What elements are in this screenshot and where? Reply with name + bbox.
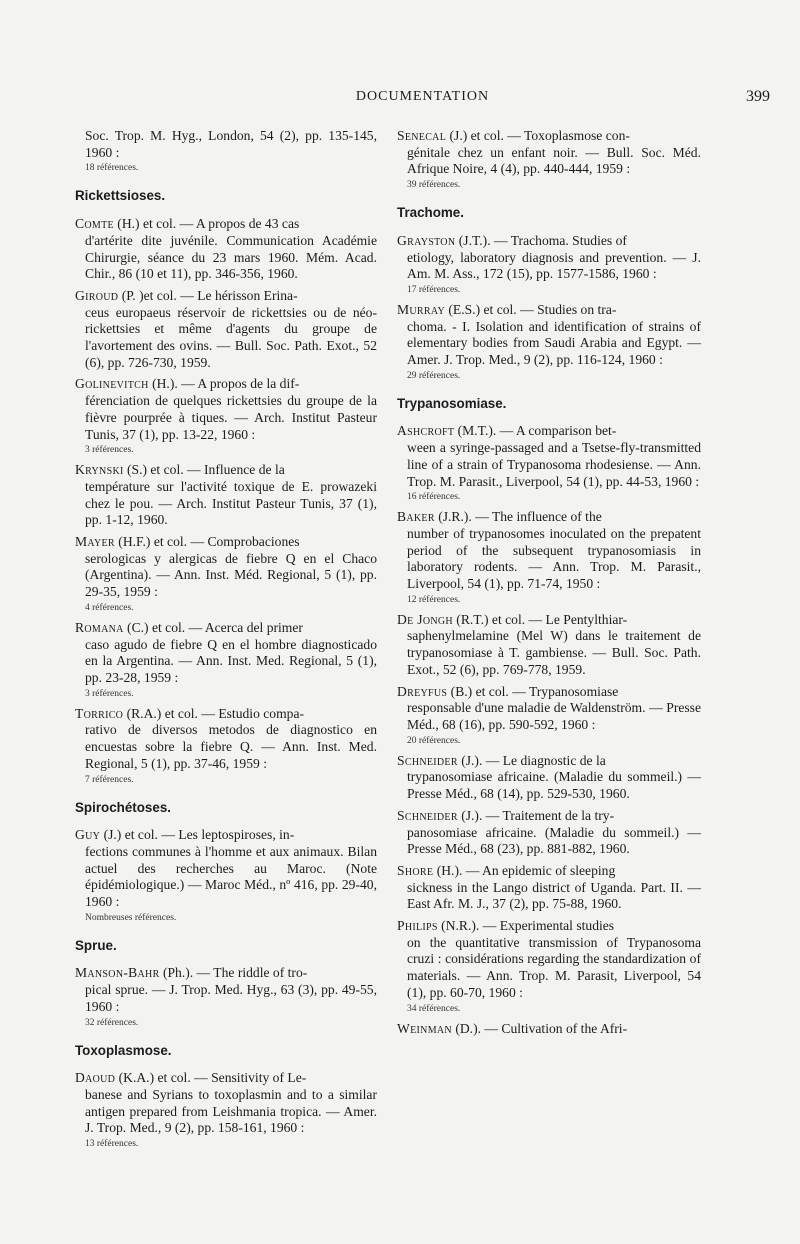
left-column xyxy=(75,128,377,1156)
entry-first-line xyxy=(397,863,701,880)
entry-lead-text: (J.). — Traitement de la try- xyxy=(457,807,615,823)
entry-first-line xyxy=(397,233,701,250)
bibliography-entry xyxy=(75,216,377,283)
bibliography-entry xyxy=(75,965,377,1029)
entry-first-line xyxy=(397,509,701,526)
entry-continuation: banese and Syrians to toxoplasmin and to a similar antigen prepared from Leishmania tropica. — Amer. J. Trop. Med., 9 (2), pp. 158-161, 1960 : xyxy=(85,1086,377,1136)
entry-references-count: 39 références. xyxy=(407,180,461,191)
entry-references-count: 29 références. xyxy=(407,370,461,381)
entry-author: Guy xyxy=(75,827,101,843)
entry-author: Schneider xyxy=(397,752,458,768)
bibliography-entry xyxy=(397,233,701,297)
entry-continuation: responsable d'une maladie de Waldenström. — Presse Méd., 68 (16), pp. 590-592, 1960 : xyxy=(407,700,701,732)
entry-continuation: ceus europaeus réservoir de rickettsies ou de néo-rickettsies et même d'agents du groupe de l'avortement des ovins. — Bull. Soc. Path. Exot., 52 (6), pp. 726-730, 1959. xyxy=(85,304,377,370)
entry-author: Murray xyxy=(397,301,445,317)
entry-lead-text: (J.T.). — Trachoma. Studies of xyxy=(455,232,627,248)
entry-first-line xyxy=(397,423,701,440)
entry-first-line xyxy=(75,216,377,233)
bibliography-entry xyxy=(75,534,377,615)
bibliography-entry xyxy=(397,863,701,913)
entry-author: Mayer xyxy=(75,534,115,550)
entry-continuation: d'artérite dite juvénile. Communication Académie Chirurgie, séance du 23 mars 1960. Mém. Acad. Chir., 86 (10 et 11), pp. 346-356, 1960. xyxy=(85,232,377,282)
entry-lead-text: (H.). — An epidemic of sleeping xyxy=(433,862,616,878)
entry-references-count: 3 références. xyxy=(85,688,134,699)
entry-lead-text: (P. )et col. — Le hérisson Erina- xyxy=(118,287,298,303)
bibliography-entry xyxy=(397,753,701,803)
entry-first-line xyxy=(75,462,377,479)
entry-continuation: sickness in the Lango district of Uganda. Part. II. — East Afr. M. J., 37 (2), pp. 75-88, 1960. xyxy=(407,879,701,912)
entry-continuation: Soc. Trop. M. Hyg., London, 54 (2), pp. 135-145, 1960 : xyxy=(85,128,377,160)
entry-author: Schneider xyxy=(397,807,458,823)
entry-references-count: 4 références. xyxy=(85,602,134,613)
entry-lead-text: (Ph.). — The riddle of tro- xyxy=(159,965,308,981)
section-heading: Toxoplasmose. xyxy=(75,1042,172,1058)
entry-references-count: 12 références. xyxy=(407,594,461,605)
entry-author: Senecal xyxy=(397,128,447,143)
entry-lead-text: (C.) et col. — Acerca del primer xyxy=(123,619,303,635)
entry-continuation: ween a syringe-passaged and a Tsetse-fly-transmitted line of a strain of Trypanosoma rhodesiense. — Ann. Trop. M. Parasit., Liverpool, 54 (1), pp. 44-53, 1960 : xyxy=(407,440,701,489)
bibliography-entry xyxy=(397,612,701,679)
entry-author: Romana xyxy=(75,619,124,635)
entry-author: Giroud xyxy=(75,287,119,303)
entry-continuation: pical sprue. — J. Trop. Med. Hyg., 63 (3), pp. 49-55, 1960 : xyxy=(85,982,377,1014)
entry-lead-text: (J.) et col. — Les leptospiroses, in- xyxy=(100,827,295,843)
entry-author: Comte xyxy=(75,216,114,232)
bibliography-entry xyxy=(75,827,377,925)
entry-author: Ashcroft xyxy=(397,423,455,439)
entry-lead-text: (D.). — Cultivation of the Afri- xyxy=(451,1020,628,1036)
entry-author: Philips xyxy=(397,918,438,934)
entry-author: Weinman xyxy=(397,1020,452,1036)
entry-first-line xyxy=(397,753,701,770)
entry-continuation: saphenylmelamine (Mel W) dans le traitement de trypanosomiase à T. gambiense. — Bull. Soc. Path. Exot., 52 (6), pp. 769-778, 1959. xyxy=(407,628,701,677)
page-header xyxy=(75,89,770,111)
entry-references-count: 20 références. xyxy=(407,735,461,746)
entry-lead-text: (H.F.) et col. — Comprobaciones xyxy=(114,534,300,550)
entry-continuation: etiology, laboratory diagnosis and prevention. — J. Am. M. Ass., 172 (15), pp. 1577-1586, 1960 : xyxy=(407,249,701,282)
section-heading: Spirochétoses. xyxy=(75,799,171,815)
entry-first-line xyxy=(75,706,377,723)
right-column xyxy=(397,128,701,1042)
entry-references-count: Nombreuses références. xyxy=(85,912,177,923)
entry-references-count: 17 références. xyxy=(407,284,461,295)
entry-first-line xyxy=(75,288,377,305)
entry-lead-text: (K.A.) et col. — Sensitivity of Le- xyxy=(115,1070,307,1086)
entry-references-count: 7 références. xyxy=(85,774,134,785)
entry-lead-text: (R.A.) et col. — Estudio compa- xyxy=(123,705,305,721)
bibliography-entry xyxy=(75,288,377,372)
entry-author: Grayston xyxy=(397,232,456,248)
running-title: DOCUMENTATION xyxy=(355,89,490,104)
entry-first-line xyxy=(75,534,377,551)
entry-author: Golinevitch xyxy=(75,376,149,392)
entry-continuation: caso agudo de fiebre Q en el hombre diagnosticado en la Argentina. — Ann. Inst. Med. Regional, 5 (1), pp. 23-28, 1959 : xyxy=(85,636,377,685)
bibliography-entry xyxy=(397,684,701,748)
entry-first-line xyxy=(397,612,701,629)
entry-author: Manson-Bahr xyxy=(75,965,160,981)
entry-author: Baker xyxy=(397,509,435,525)
bibliography-entry xyxy=(75,620,377,701)
bibliography-entry xyxy=(75,706,377,787)
entry-continuation: fections communes à l'homme et aux animaux. Bilan actuel des recherches au Maroc. (Note épidémiologique.) — Maroc Méd., nº 416, pp. 29-40, 1960 : xyxy=(85,843,377,910)
entry-references-count: 13 références. xyxy=(85,1139,139,1150)
entry-continuation: férenciation de quelques rickettsies du groupe de la fièvre pourprée à tiques. — Arch. Institut Pasteur Tunis, 37 (1), pp. 13-22, 1960 : xyxy=(85,393,377,442)
entry-lead-text: (J.R.). — The influence of the xyxy=(434,509,602,525)
bibliography-entry xyxy=(397,808,701,858)
entry-first-line xyxy=(397,302,701,319)
entry-lead-text: (S.) et col. — Influence de la xyxy=(123,462,285,478)
entry-first-line xyxy=(397,1021,701,1038)
bibliography-entry xyxy=(397,1021,701,1038)
entry-author: De Jongh xyxy=(397,611,453,627)
entry-author: Daoud xyxy=(75,1070,116,1086)
entry-first-line xyxy=(397,128,701,145)
bibliography-entry xyxy=(75,462,377,529)
bibliography-entry xyxy=(75,1070,377,1151)
bibliography-entry xyxy=(397,128,701,192)
entry-lead-text: (R.T.) et col. — Le Pentylthiar- xyxy=(452,611,628,627)
entry-author: Shore xyxy=(397,862,434,878)
entry-continuation: rativo de diversos metodos de diagnostico en encuestas sobre la fiebre Q. — Ann. Inst. Med. Regional, 5 (1), pp. 37-46, 1959 : xyxy=(85,722,377,771)
entry-lead-text: (H.) et col. — A propos de 43 cas xyxy=(113,216,300,232)
entry-first-line xyxy=(397,684,701,701)
section-heading: Rickettsioses. xyxy=(75,188,166,204)
entry-references-count: 18 références. xyxy=(85,163,139,174)
entry-references-count: 3 références. xyxy=(85,445,134,456)
entry-first-line xyxy=(75,827,377,844)
entry-continuation: number of trypanosomes inoculated on the prepatent period of the subsequent trypanosomiasis in laboratory rodents. — Ann. Trop. M. Parasit., Liverpool, 54 (1), pp. 71-74, 1950 : xyxy=(407,525,701,592)
entry-first-line xyxy=(75,1070,377,1087)
entry-first-line xyxy=(397,808,701,825)
entry-continuation: trypanosomiase africaine. (Maladie du sommeil.) — Presse Méd., 68 (14), pp. 529-530, 1960. xyxy=(407,769,701,802)
entry-lead-text: (J.). — Le diagnostic de la xyxy=(457,752,606,768)
entry-first-line xyxy=(397,918,701,935)
section-heading: Sprue. xyxy=(75,937,117,953)
entry-references-count: 34 références. xyxy=(407,1003,461,1014)
entry-first-line xyxy=(75,620,377,637)
entry-continuation: génitale chez un enfant noir. — Bull. Soc. Méd. Afrique Noire, 4 (4), pp. 440-444, 1959 : xyxy=(407,144,701,177)
section-heading: Trachome. xyxy=(397,205,464,221)
entry-references-count: 32 références. xyxy=(85,1017,139,1028)
entry-continuation: panosomiase africaine. (Maladie du sommeil.) — Presse Méd., 68 (23), pp. 881-882, 1960. xyxy=(407,824,701,857)
bibliography-entry xyxy=(397,302,701,383)
entry-lead-text: (E.S.) et col. — Studies on tra- xyxy=(444,301,617,317)
bibliography-entry xyxy=(397,509,701,607)
entry-first-line xyxy=(75,965,377,982)
page-number: 399 xyxy=(746,88,770,105)
section-heading: Trypanosomiase. xyxy=(397,395,507,411)
entry-lead-text: (H.). — A propos de la dif- xyxy=(148,376,300,392)
entry-continuation: température sur l'activité toxique de E. prowazeki chez le pou. — Arch. Institut Pasteur Tunis, 37 (1), pp. 1-12, 1960. xyxy=(85,478,377,528)
entry-lead-text: (N.R.). — Experimental studies xyxy=(437,918,615,934)
bibliography-entry xyxy=(75,376,377,457)
entry-author: Dreyfus xyxy=(397,683,448,699)
bibliography-entry xyxy=(397,423,701,504)
entry-continuation: serologicas y alergicas de fiebre Q en el Chaco (Argentina). — Ann. Inst. Méd. Regional, 5 (1), pp. 29-35, 1959 : xyxy=(85,550,377,600)
bibliography-entry xyxy=(397,918,701,1016)
entry-lead-text: (M.T.). — A comparison bet- xyxy=(454,423,617,439)
entry-author: Krynski xyxy=(75,462,124,478)
entry-references-count: 16 références. xyxy=(407,492,461,503)
entry-continuation: on the quantitative transmission of Trypanosoma cruzi : considérations regarding the standardization of materials. — Ann. Trop. M. Parasit, Liverpool, 54 (1), pp. 60-70, 1960 : xyxy=(407,934,701,1000)
bibliography-entry xyxy=(75,128,377,175)
entry-continuation: choma. - I. Isolation and identification of strains of elementary bodies from Saudi Arabia and Egypt. — Amer. J. Trop. Med., 9 (2), pp. 116-124, 1960 : xyxy=(407,318,701,368)
entry-lead-text: (J.) et col. — Toxoplasmose con- xyxy=(446,128,630,143)
entry-first-line xyxy=(75,376,377,393)
entry-author: Torrico xyxy=(75,705,124,721)
entry-lead-text: (B.) et col. — Trypanosomiase xyxy=(447,683,619,699)
